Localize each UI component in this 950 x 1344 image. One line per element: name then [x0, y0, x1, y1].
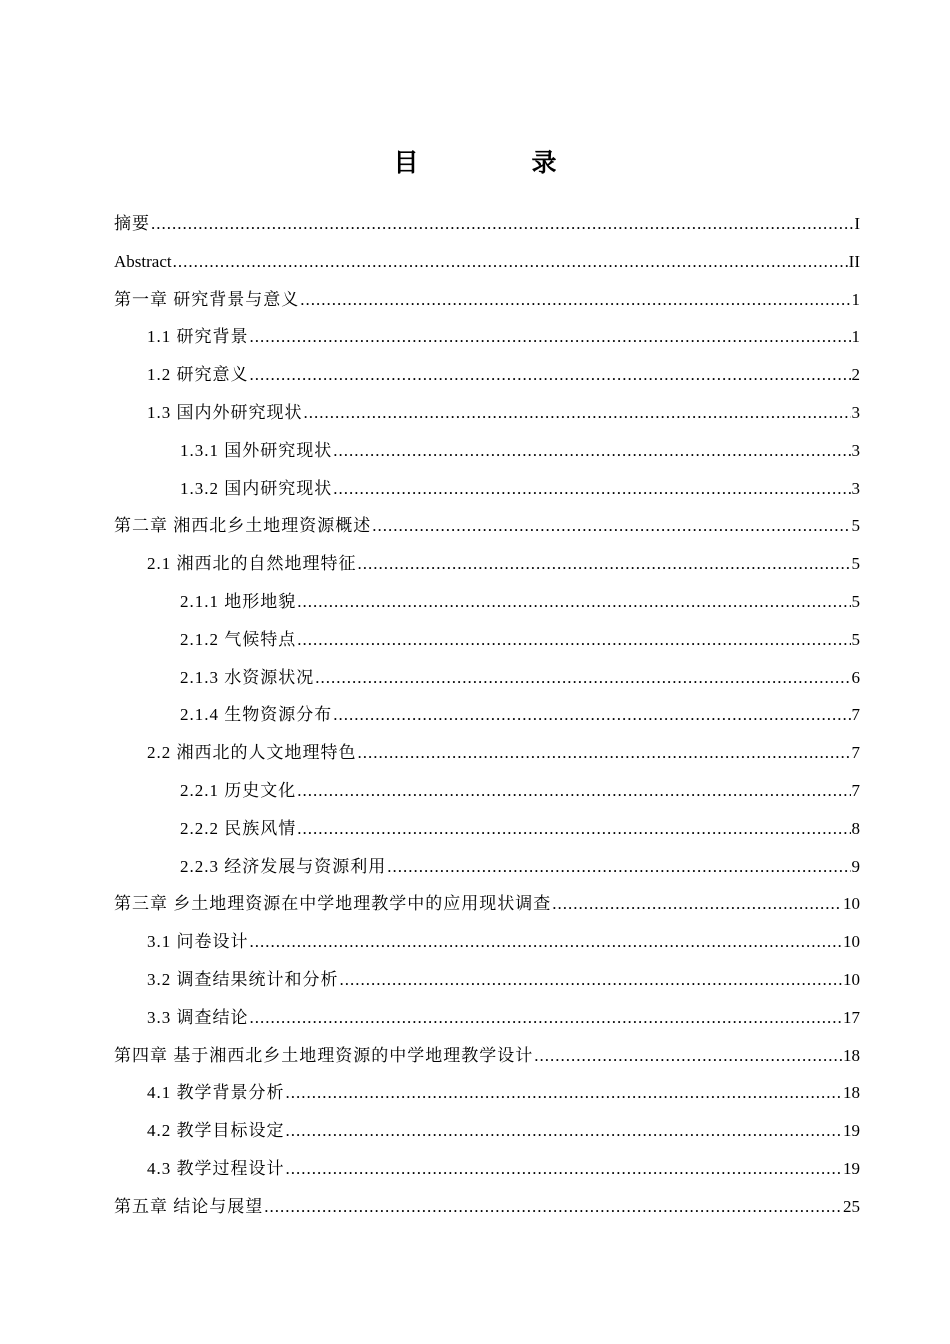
toc-entry-page-number: 10	[843, 932, 860, 952]
toc-entry-page-number: 8	[851, 818, 860, 838]
toc-entry[interactable]	[114, 621, 860, 659]
toc-entry-page-number: 10	[843, 894, 860, 914]
toc-dot-leader	[315, 659, 850, 697]
toc-entry-label: 4.3 教学过程设计	[147, 1158, 285, 1178]
toc-dot-leader	[297, 583, 850, 621]
toc-dot-leader	[297, 810, 850, 848]
toc-entry-label: 第三章 乡土地理资源在中学地理教学中的应用现状调查	[114, 894, 552, 914]
toc-entry-label: 1.3.2 国内研究现状	[180, 478, 333, 498]
toc-entry-page-number: 17	[843, 1007, 860, 1027]
toc-entry[interactable]	[114, 205, 860, 243]
toc-entry[interactable]	[114, 394, 860, 432]
toc-entry-label: 2.2 湘西北的人文地理特色	[147, 743, 357, 763]
toc-entry-page-number: 2	[851, 365, 860, 385]
toc-entry-label: 2.2.1 历史文化	[180, 780, 297, 800]
toc-dot-leader	[286, 1112, 843, 1150]
toc-entry[interactable]	[114, 1188, 860, 1226]
toc-entry-page-number: 1	[851, 289, 860, 309]
toc-dot-leader	[552, 885, 842, 923]
toc-entry-label: 1.1 研究背景	[147, 327, 249, 347]
toc-entry-page-number: 25	[843, 1196, 860, 1216]
toc-dot-leader	[387, 848, 850, 886]
toc-entry-page-number: 3	[851, 402, 860, 422]
toc-dot-leader	[333, 470, 850, 508]
toc-entry[interactable]	[114, 318, 860, 356]
toc-entry-page-number: 19	[843, 1121, 860, 1141]
toc-dot-leader	[286, 1150, 843, 1188]
toc-entry[interactable]	[114, 1150, 860, 1188]
toc-entry[interactable]	[114, 923, 860, 961]
toc-dot-leader	[250, 923, 843, 961]
toc-entry-label: 摘要	[114, 214, 150, 233]
table-of-contents	[114, 205, 860, 1226]
toc-entry-page-number: 5	[851, 591, 860, 611]
toc-dot-leader	[151, 205, 853, 243]
toc-entry-label: 2.1 湘西北的自然地理特征	[147, 554, 357, 574]
toc-dot-leader	[358, 734, 851, 772]
toc-entry-label: 3.1 问卷设计	[147, 932, 249, 952]
toc-dot-leader	[333, 696, 850, 734]
toc-entry[interactable]	[114, 243, 860, 281]
toc-entry-label: 1.3.1 国外研究现状	[180, 440, 333, 460]
toc-dot-leader	[358, 545, 851, 583]
toc-entry-page-number: 5	[851, 629, 860, 649]
toc-dot-leader	[286, 1074, 843, 1112]
toc-entry[interactable]	[114, 356, 860, 394]
toc-entry-page-number: 7	[851, 780, 860, 800]
toc-entry-page-number: 18	[843, 1045, 860, 1065]
toc-entry-label: 3.2 调查结果统计和分析	[147, 969, 339, 989]
toc-entry-label: 2.2.3 经济发展与资源利用	[180, 856, 387, 876]
toc-entry-page-number: 3	[851, 440, 860, 460]
toc-entry-label: 2.1.3 水资源状况	[180, 667, 315, 687]
toc-entry-label: Abstract	[114, 251, 172, 271]
toc-entry-label: 4.1 教学背景分析	[147, 1083, 285, 1103]
toc-entry-page-number: 5	[851, 516, 860, 536]
toc-entry-label: 1.3 国内外研究现状	[147, 402, 303, 422]
toc-entry-label: 4.2 教学目标设定	[147, 1121, 285, 1141]
toc-entry-page-number: 6	[851, 667, 860, 687]
toc-dot-leader	[340, 961, 843, 999]
toc-entry[interactable]	[114, 432, 860, 470]
toc-entry-label: 第一章 研究背景与意义	[114, 289, 300, 309]
toc-entry[interactable]	[114, 999, 860, 1037]
toc-entry[interactable]	[114, 961, 860, 999]
toc-entry-page-number: 7	[851, 705, 860, 725]
toc-entry-page-number: 9	[851, 856, 860, 876]
toc-dot-leader	[304, 394, 851, 432]
toc-entry-page-number: 7	[851, 743, 860, 763]
toc-dot-leader	[264, 1188, 842, 1226]
toc-entry[interactable]	[114, 772, 860, 810]
toc-entry[interactable]	[114, 848, 860, 886]
toc-entry-label: 第五章 结论与展望	[114, 1196, 264, 1216]
toc-entry[interactable]	[114, 281, 860, 319]
toc-entry[interactable]	[114, 734, 860, 772]
toc-entry-page-number: 1	[851, 327, 860, 347]
toc-entry-page-number: 19	[843, 1158, 860, 1178]
toc-entry[interactable]	[114, 810, 860, 848]
toc-entry-page-number: II	[848, 251, 860, 271]
toc-entry-label: 2.1.4 生物资源分布	[180, 705, 333, 725]
toc-entry-label: 第二章 湘西北乡土地理资源概述	[114, 516, 372, 536]
toc-entry-page-number: 18	[843, 1083, 860, 1103]
toc-dot-leader	[372, 507, 850, 545]
toc-dot-leader	[297, 772, 850, 810]
toc-entry-page-number: 10	[843, 969, 860, 989]
toc-entry-label: 3.3 调查结论	[147, 1007, 249, 1027]
toc-dot-leader	[250, 318, 851, 356]
toc-entry[interactable]	[114, 507, 860, 545]
toc-entry[interactable]	[114, 1074, 860, 1112]
toc-entry-page-number: 3	[851, 478, 860, 498]
toc-dot-leader	[534, 1037, 842, 1075]
toc-dot-leader	[250, 999, 843, 1037]
toc-entry[interactable]	[114, 659, 860, 697]
toc-dot-leader	[250, 356, 851, 394]
toc-entry-label: 1.2 研究意义	[147, 365, 249, 385]
toc-entry[interactable]	[114, 470, 860, 508]
toc-entry-label: 2.1.2 气候特点	[180, 629, 297, 649]
toc-entry[interactable]	[114, 885, 860, 923]
toc-entry-label: 第四章 基于湘西北乡土地理资源的中学地理教学设计	[114, 1045, 534, 1065]
toc-dot-leader	[300, 281, 850, 319]
toc-entry[interactable]	[114, 583, 860, 621]
toc-dot-leader	[333, 432, 850, 470]
toc-entry[interactable]	[114, 545, 860, 583]
toc-entry[interactable]	[114, 1112, 860, 1150]
toc-entry-page-number: I	[854, 214, 860, 233]
toc-dot-leader	[173, 243, 848, 281]
page-title: 目 录	[393, 148, 601, 177]
toc-entry-label: 2.2.2 民族风情	[180, 818, 297, 838]
toc-entry[interactable]	[114, 696, 860, 734]
toc-entry-label: 2.1.1 地形地貌	[180, 591, 297, 611]
toc-dot-leader	[297, 621, 850, 659]
toc-entry-page-number: 5	[851, 554, 860, 574]
toc-entry[interactable]	[114, 1037, 860, 1075]
